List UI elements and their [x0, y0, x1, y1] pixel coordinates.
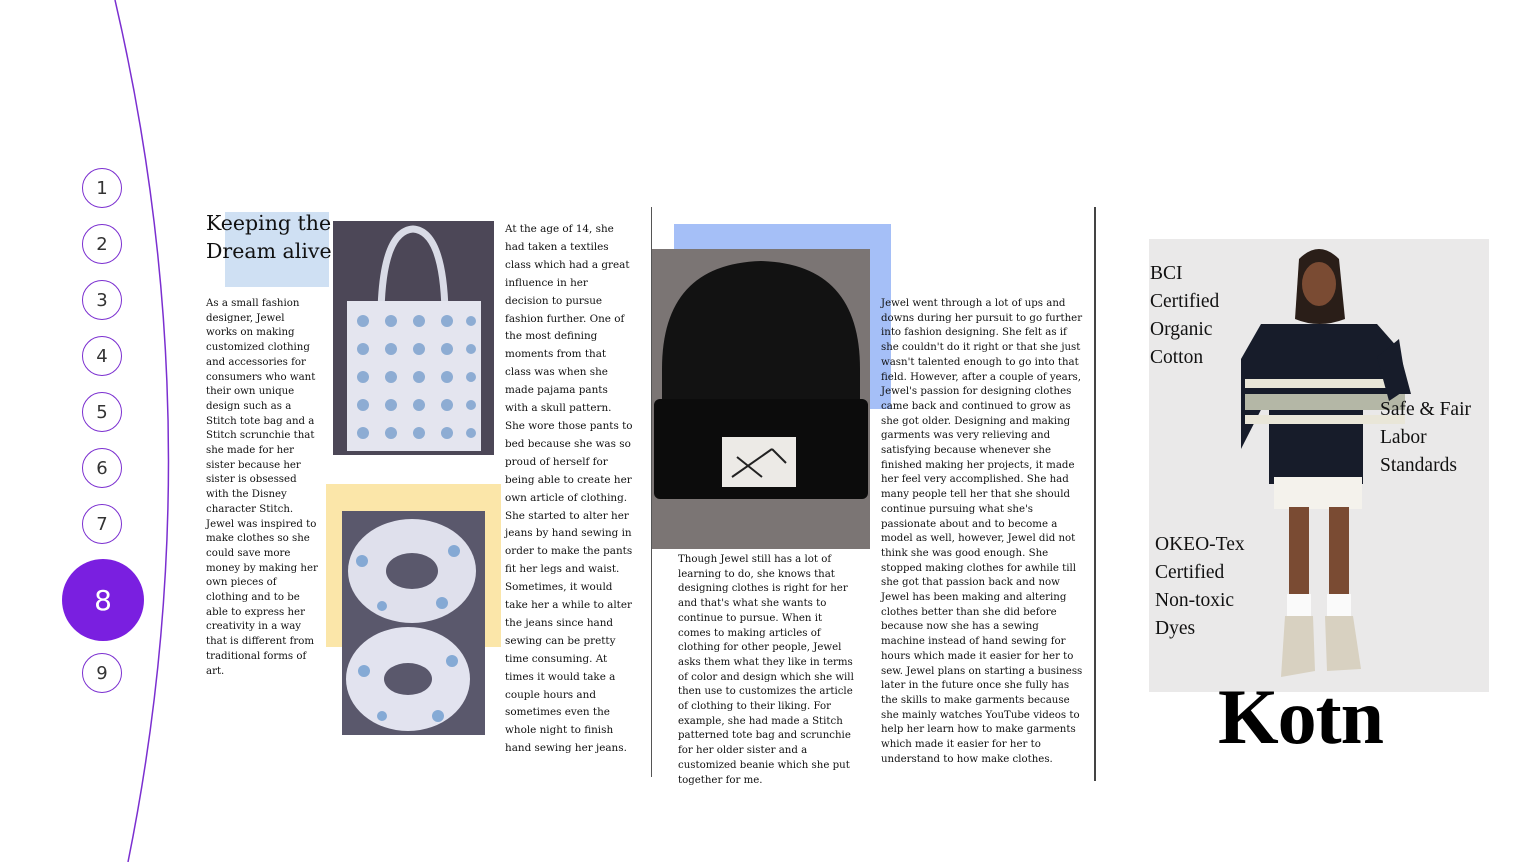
beanie-caption: Though Jewel still has a lot of learning to do, she knows that designing clothes is right for her and that's what she wants to continue to pursue. When it comes to making articles of clothing for other people, Jewel asks them what they like in terms of color and design which she will then use to customizes the article of clothing to their liking. For example, she had made a Stitch patterned tote bag and scrunchie for her older sister and a customized beanie which she put together for me. [678, 554, 854, 786]
beanie-photo [652, 249, 870, 549]
brand-logo-kotn: Kotn [1218, 673, 1384, 760]
nav-item-6[interactable]: 6 [82, 448, 122, 488]
label-fair-labor: Safe & Fair Labor Standards [1380, 399, 1471, 476]
beanie-illustration [652, 249, 870, 549]
scrunchie-illustration [342, 511, 485, 735]
page-divider-right [1094, 207, 1096, 781]
article-heading: Keeping the Dream alive [206, 211, 332, 263]
nav-item-9[interactable]: 9 [82, 653, 122, 693]
tote-bag-illustration [333, 221, 494, 455]
nav-item-2[interactable]: 2 [82, 224, 122, 264]
intro-paragraph: As a small fashion designer, Jewel works on making customized clothing and accessories for consumers who want their own unique design such as a Stitch tote bag and a Stitch scrunchie that she made for her sister because her sister is obsessed with the Disney character Stitch. Jewel was inspired to make clothes so she could save more money by making her own pieces of clothing and to be able to express her creativity in a way that is different from traditional forms of art. [206, 298, 318, 677]
label-bci-cotton: BCI Certified Organic Cotton [1150, 263, 1220, 368]
tote-bag-photo [333, 221, 494, 455]
label-oeko-tex: OKEO-Tex Certified Non-toxic Dyes [1155, 534, 1245, 639]
middle-paragraph: At the age of 14, she had taken a textiles class which had a great influence in her decision to pursue fashion further. One of the most defining moments from that class was when she made pajama pants with a skull pattern. She wore those pants to bed because she was so proud of herself for being able to create her own article of clothing. She started to alter her jeans by hand sewing in order to make the pants fit her legs and waist. Sometimes, it would take her a while to alter the jeans since hand sewing can be pretty time consuming. At times it would take a couple hours and sometimes even the whole night to finish hand sewing her jeans. [505, 223, 633, 755]
nav-item-7[interactable]: 7 [82, 504, 122, 544]
right-paragraph: Jewel went through a lot of ups and downs during her pursuit to go further into fashion designing. She felt as if she couldn't do it right or that she just wasn't talented enough to go into that field. However, after a couple of years, Jewel's passion for designing clothes came back and continued to grow as she got older. Designing and making garments was very relieving and satisfying because whenever she finished making her projects, it made her feel very accomplished. She had many people tell her that she should continue pursuing what she's passionate about and to become a model as well, however, Jewel did not think she was good enough. She stopped making clothes for awhile till she got that passion back and now Jewel has been making and altering clothes better than she did before because now she has a sewing machine instead of hand sewing for hours which made it easier for her to sew. Jewel plans on starting a business later in the future once she fully has the skills to make garments because she mainly watches YouTube videos to help her learn how to make garments which made it easier for her to understand to how make clothes. [881, 298, 1083, 765]
nav-item-5[interactable]: 5 [82, 392, 122, 432]
nav-item-1[interactable]: 1 [82, 168, 122, 208]
scrunchie-photo [342, 511, 485, 735]
nav-item-8-active[interactable]: 8 [62, 559, 144, 641]
nav-item-4[interactable]: 4 [82, 336, 122, 376]
nav-item-3[interactable]: 3 [82, 280, 122, 320]
